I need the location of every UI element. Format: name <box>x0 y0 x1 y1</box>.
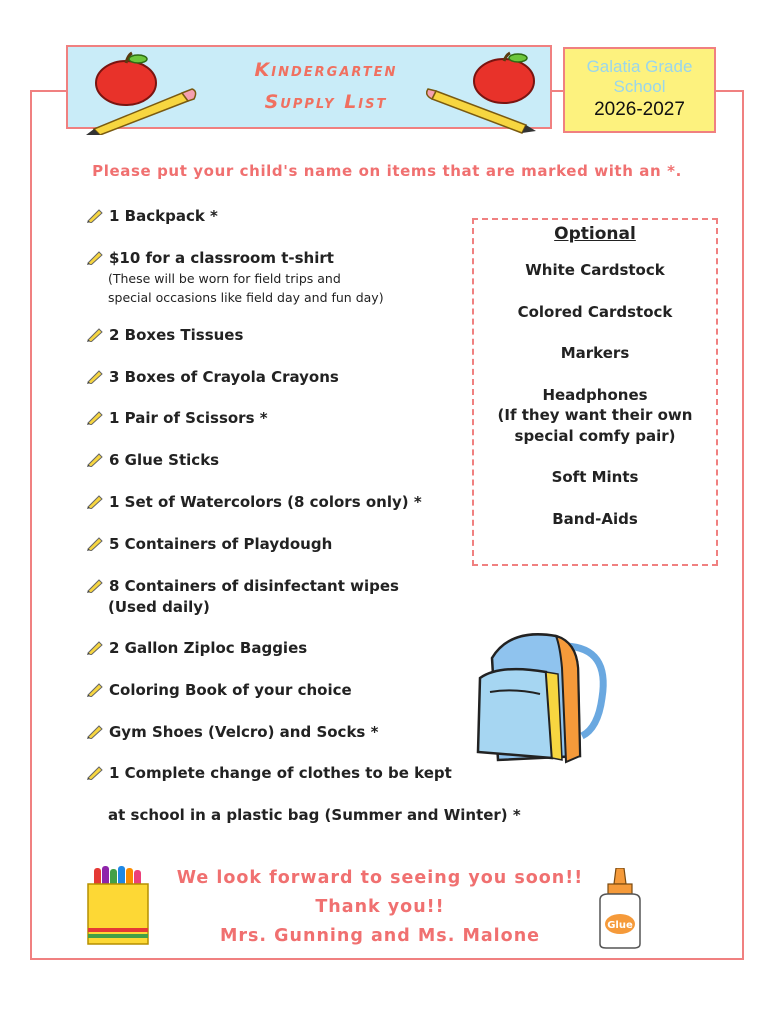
item-text: 1 Pair of Scissors * <box>109 409 268 427</box>
item-note: special occasions like field day and fun day) <box>108 290 384 305</box>
optional-item <box>474 302 716 323</box>
list-item <box>86 576 399 618</box>
optional-title: Optional <box>554 224 636 244</box>
list-item <box>86 763 521 826</box>
optional-item <box>474 467 716 488</box>
optional-item <box>474 343 716 364</box>
item-text: 1 Complete change of clothes to be kept <box>109 764 452 782</box>
item-text: 1 Set of Watercolors (8 colors only) * <box>109 493 422 511</box>
item-text: 5 Containers of Playdough <box>109 535 333 553</box>
title-line1: Kindergarten <box>254 59 398 81</box>
list-item <box>86 206 218 227</box>
item-text: $10 for a classroom t-shirt <box>109 249 334 267</box>
footer-signature: Mrs. Gunning and Ms. Malone <box>219 926 541 946</box>
item-note: (These will be worn for field trips and <box>108 271 341 286</box>
pencil-icon <box>86 451 104 467</box>
list-item <box>86 534 332 555</box>
title-line2: Supply List <box>264 91 388 113</box>
glue-bottle-icon <box>594 868 646 950</box>
item-text: 1 Backpack * <box>109 207 218 225</box>
optional-item-label: Band-Aids <box>552 509 638 528</box>
pencil-icon <box>86 639 104 655</box>
pencil-icon <box>86 681 104 697</box>
pencil-icon <box>86 493 104 509</box>
list-item <box>86 450 219 471</box>
item-text: 8 Containers of disinfectant wipes <box>109 577 399 595</box>
item-text: 6 Glue Sticks <box>109 451 220 469</box>
school-year: 2026-2027 <box>594 99 685 120</box>
optional-item <box>474 385 716 447</box>
name-notice: Please put your child's name on items that are marked with an *. <box>92 162 682 180</box>
pencil-icon <box>86 764 104 780</box>
list-item <box>86 248 384 307</box>
item-text: 2 Boxes Tissues <box>109 326 244 344</box>
crayon-box-icon <box>86 866 150 946</box>
list-item <box>86 408 268 429</box>
item-text: 3 Boxes of Crayola Crayons <box>109 368 339 386</box>
optional-item-label: Colored Cardstock <box>517 302 673 321</box>
optional-box <box>472 218 718 566</box>
footer-line1: We look forward to seeing you soon!! <box>176 868 584 888</box>
item-text: 2 Gallon Ziploc Baggies <box>109 639 308 657</box>
pencil-icon <box>86 723 104 739</box>
optional-item <box>474 509 716 530</box>
school-info-box <box>563 47 716 133</box>
optional-item-label: Soft Mints <box>551 468 639 486</box>
item-continuation: at school in a plastic bag (Summer and Winter) * <box>108 806 521 824</box>
school-name: Galatia Grade School <box>586 57 693 96</box>
list-item <box>86 492 422 513</box>
list-item <box>86 680 352 701</box>
pencil-icon <box>86 249 104 265</box>
list-item <box>86 722 378 743</box>
optional-item-label: Headphones <box>542 385 648 404</box>
optional-item-label: White Cardstock <box>525 261 665 279</box>
list-item <box>86 325 243 346</box>
pencil-icon <box>86 368 104 384</box>
item-text: Coloring Book of your choice <box>109 681 352 699</box>
pencil-icon <box>86 577 104 593</box>
list-item <box>86 367 339 388</box>
glue-label: Glue <box>607 920 633 931</box>
optional-item <box>474 260 716 281</box>
header-banner <box>66 45 552 129</box>
optional-item-note: (If they want their own <box>497 406 693 424</box>
pencil-icon <box>86 535 104 551</box>
optional-item-note: special comfy pair) <box>514 426 676 445</box>
list-item <box>86 638 307 659</box>
apple-pencil-right-icon <box>426 51 546 135</box>
item-text: Gym Shoes (Velcro) and Socks * <box>109 723 379 741</box>
optional-item-label: Markers <box>560 344 630 362</box>
footer-line2: Thank you!! <box>315 897 445 917</box>
pencil-icon <box>86 326 104 342</box>
apple-pencil-left-icon <box>86 51 206 135</box>
backpack-icon <box>470 628 620 768</box>
item-continuation: (Used daily) <box>108 598 210 616</box>
pencil-icon <box>86 207 104 223</box>
pencil-icon <box>86 409 104 425</box>
